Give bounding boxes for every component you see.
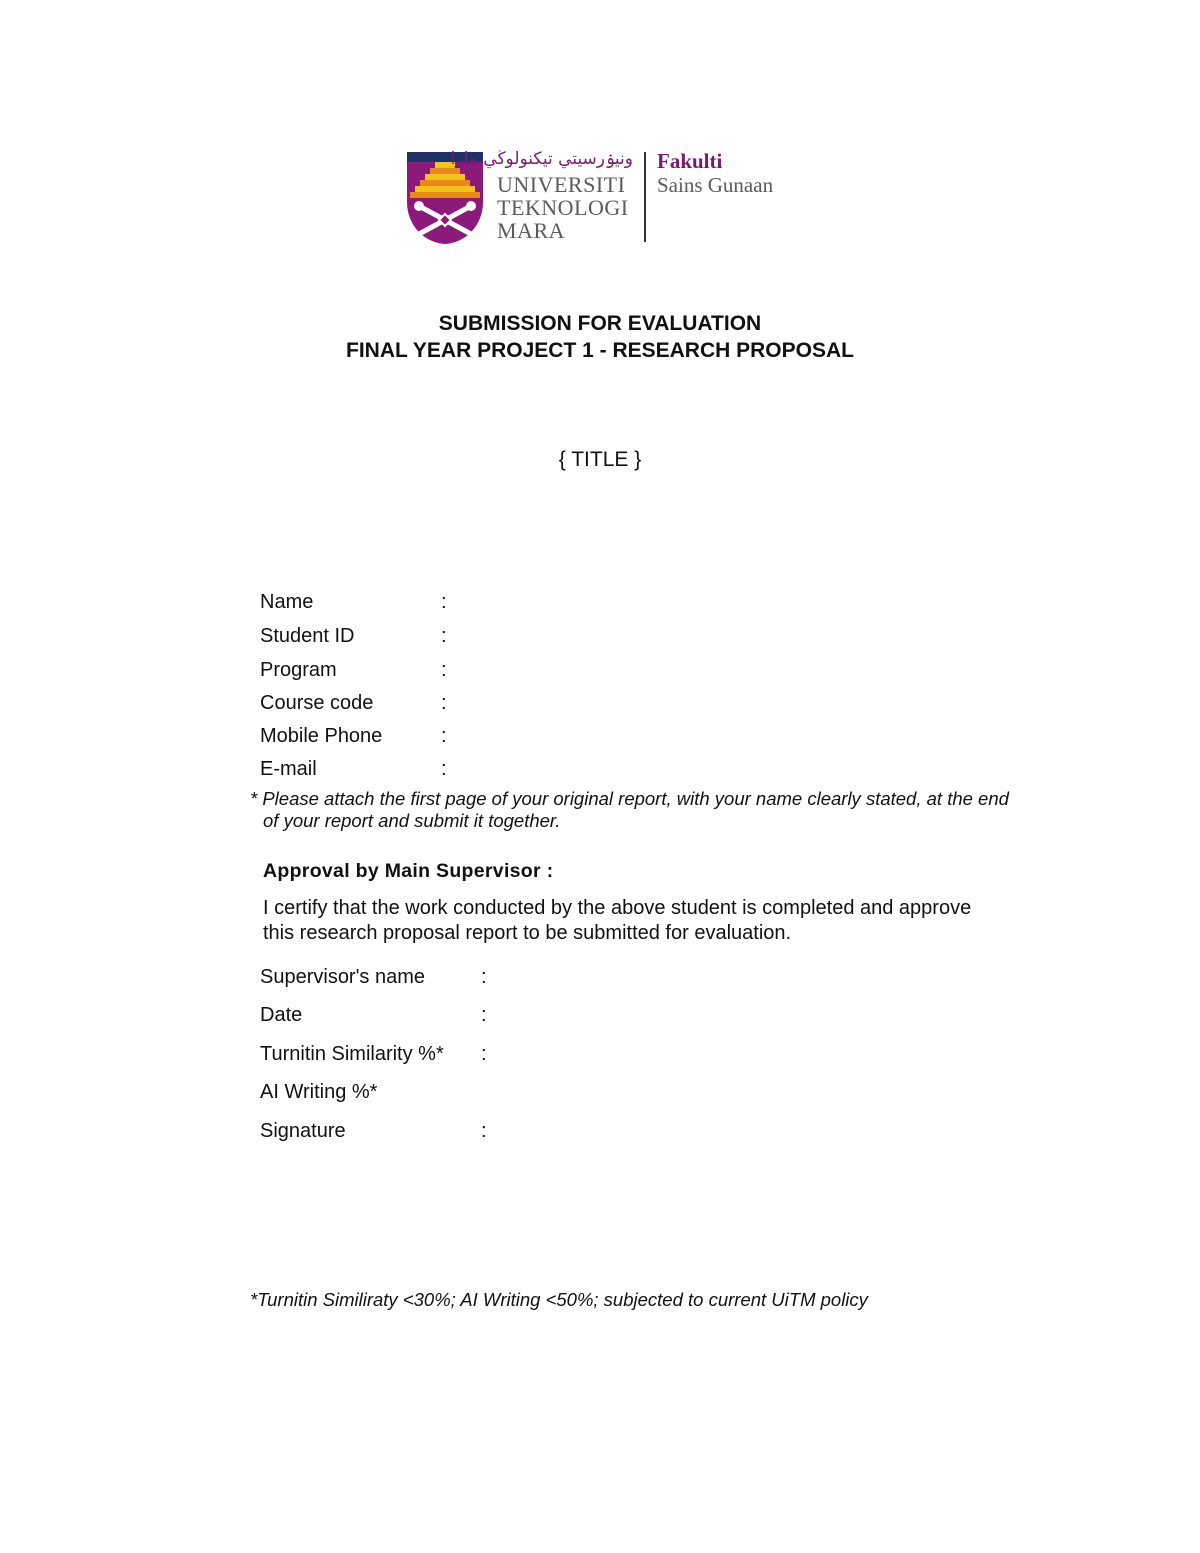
page-heading-line-2: FINAL YEAR PROJECT 1 - RESEARCH PROPOSAL xyxy=(346,339,854,362)
attach-note-line-2: of your report and submit it together. xyxy=(263,810,561,831)
field-colon-program: : xyxy=(441,659,447,681)
attach-note-line-1: * Please attach the first page of your original report, with your name clearly stated, at the end xyxy=(250,788,1009,809)
field-label-supervisor-name: Supervisor's name xyxy=(260,966,425,988)
field-colon-email: : xyxy=(441,758,447,780)
field-label-signature: Signature xyxy=(260,1120,346,1142)
field-label-email: E-mail xyxy=(260,758,317,780)
university-name-line-2: TEKNOLOGI xyxy=(497,195,629,220)
certification-text-line-1: I certify that the work conducted by the above student is completed and approve xyxy=(263,897,972,919)
field-label-course-code: Course code xyxy=(260,692,374,714)
field-colon-date: : xyxy=(481,1004,487,1026)
field-label-turnitin-similarity: Turnitin Similarity %* xyxy=(260,1043,444,1065)
field-colon-turnitin-similarity: : xyxy=(481,1043,487,1065)
logo-divider xyxy=(644,152,646,242)
certification-text-line-2: this research proposal report to be submitted for evaluation. xyxy=(263,922,792,944)
policy-footnote: *Turnitin Similiraty <30%; AI Writing <50%; subjected to current UiTM policy xyxy=(250,1289,868,1310)
field-label-student-id: Student ID xyxy=(260,625,355,647)
field-colon-supervisor-name: : xyxy=(481,966,487,988)
field-colon-student-id: : xyxy=(441,625,447,647)
faculty-logo xyxy=(405,150,805,245)
field-label-name: Name xyxy=(260,591,314,613)
approval-heading: Approval by Main Supervisor : xyxy=(263,860,554,882)
page-heading-line-1: SUBMISSION FOR EVALUATION xyxy=(438,312,762,335)
field-colon-mobile-phone: : xyxy=(441,725,447,747)
faculty-label: Fakulti xyxy=(657,149,723,173)
field-label-date: Date xyxy=(260,1004,303,1026)
field-colon-name: : xyxy=(441,591,447,613)
jawi-text: ونيۏرسيتي تيكنولوڬي مارا xyxy=(450,149,633,169)
field-colon-course-code: : xyxy=(441,692,447,714)
university-name-line-3: MARA xyxy=(497,218,566,243)
title-placeholder: { TITLE } xyxy=(558,448,642,471)
field-colon-signature: : xyxy=(481,1120,487,1142)
field-label-ai-writing: AI Writing %* xyxy=(260,1081,378,1103)
field-label-program: Program xyxy=(260,659,337,681)
field-label-mobile-phone: Mobile Phone xyxy=(260,725,383,747)
faculty-name: Sains Gunaan xyxy=(657,173,774,197)
university-name-line-1: UNIVERSITI xyxy=(497,172,626,197)
